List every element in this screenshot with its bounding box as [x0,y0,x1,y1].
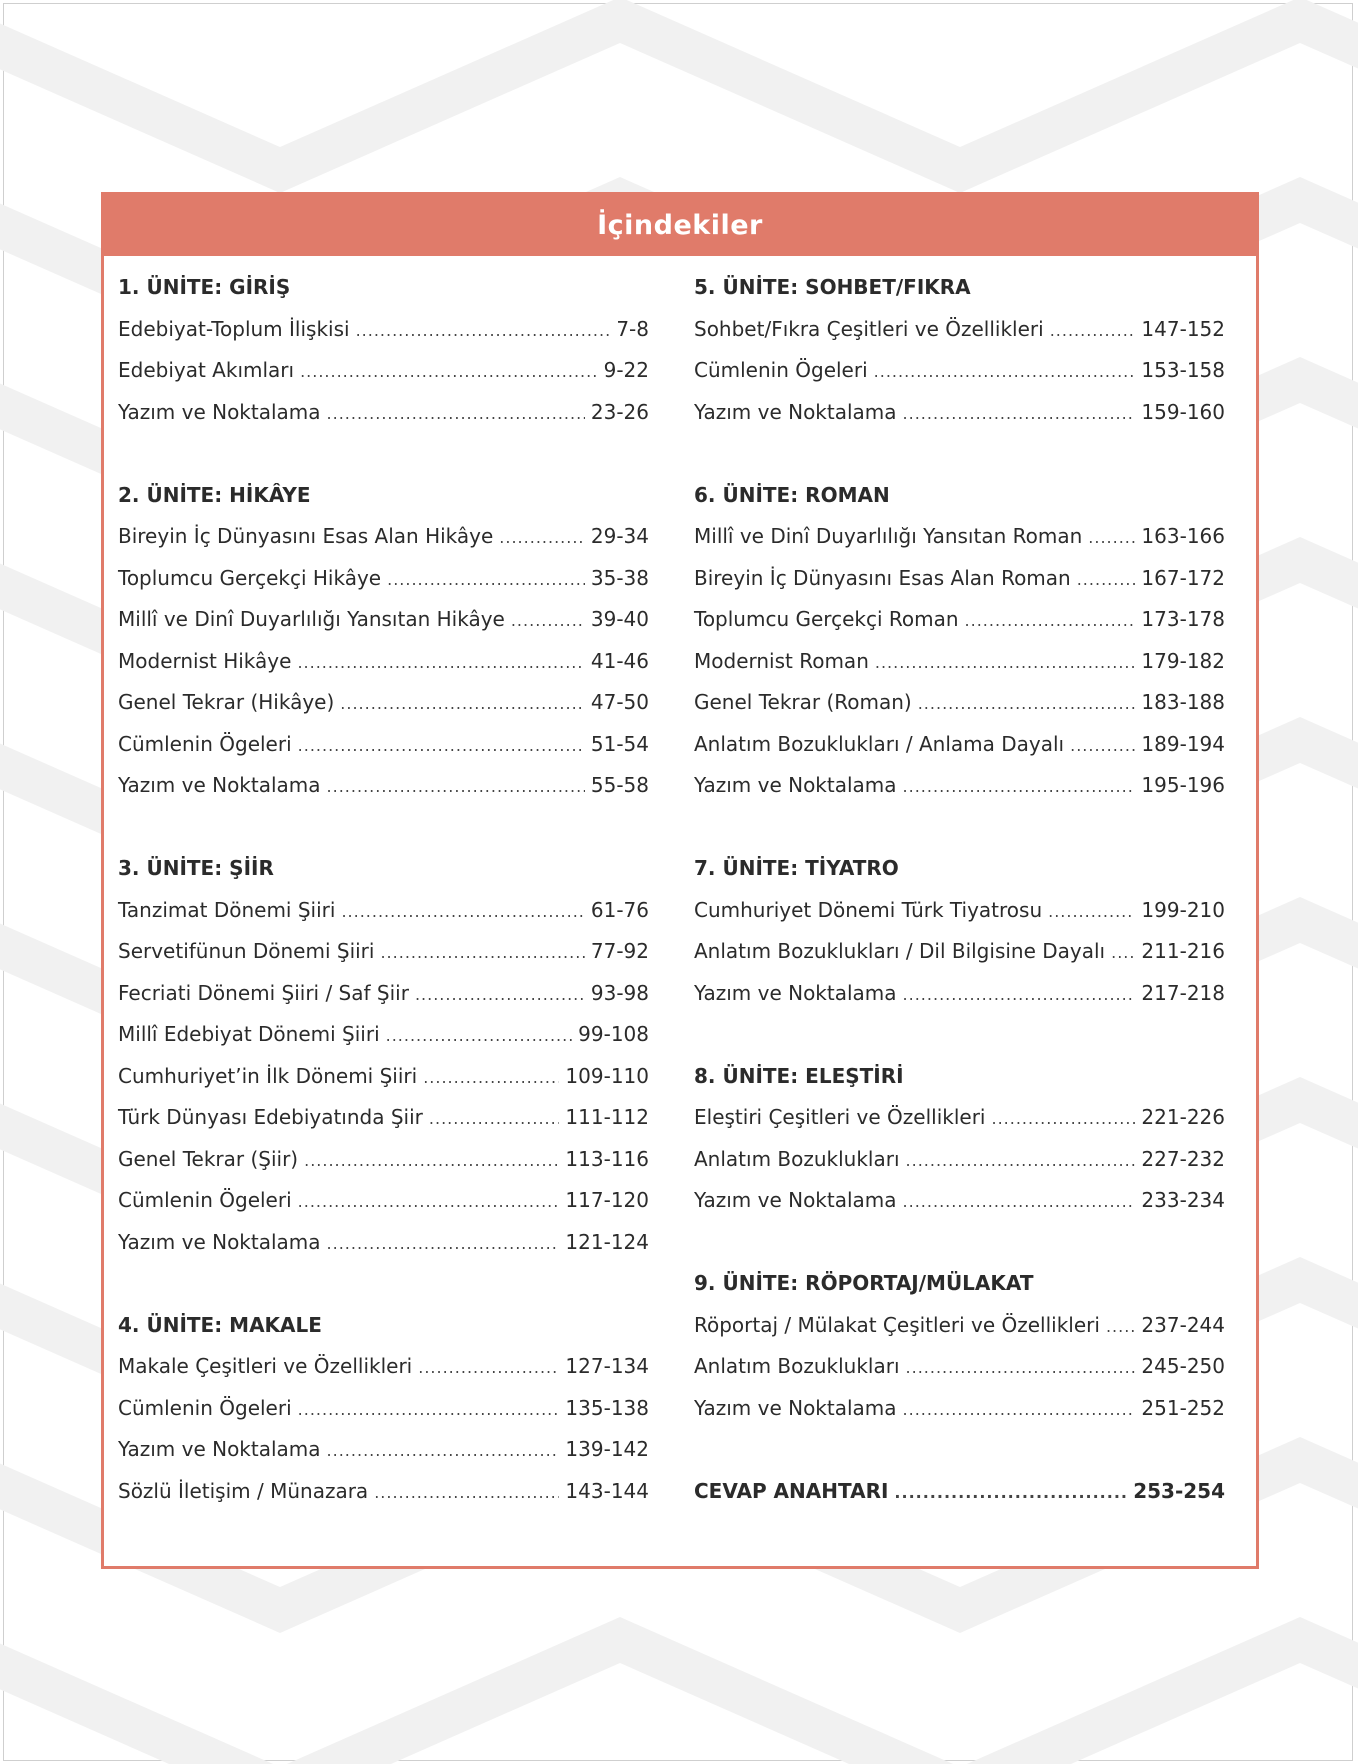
dot-leader [1070,736,1135,755]
toc-entry[interactable] [694,732,1225,762]
entry-page-range: 39-40 [590,607,649,631]
entry-page-range: 211-216 [1141,939,1225,963]
entry-title: Yazım ve Noktalama [694,1188,897,1212]
dot-leader [380,943,584,962]
answer-key-entry[interactable] [694,1479,1225,1509]
dot-leader [906,1151,1136,1170]
entry-page-range: 77-92 [590,939,649,963]
entry-title: Modernist Roman [694,648,869,673]
entry-title: Toplumcu Gerçekçi Roman [694,607,959,631]
toc-entry[interactable] [118,607,649,637]
entry-title: Edebiyat Akımları [118,358,295,382]
entry-title: Cumhuriyet Dönemi Türk Tiyatrosu [694,897,1043,922]
entry-page-range: 221-226 [1141,1105,1225,1129]
toc-entry[interactable] [118,358,649,388]
dot-leader [874,362,1136,381]
unit-heading: 4. ÜNİTE: MAKALE [118,1312,322,1337]
dot-leader [429,1109,560,1128]
toc-entry[interactable] [118,690,649,720]
toc-entry[interactable] [694,566,1225,596]
dot-leader [415,985,585,1004]
dot-leader [906,1358,1136,1377]
entry-title: Bireyin İç Dünyasını Esas Alan Hikâye [118,524,494,548]
dot-leader [423,1068,559,1087]
entry-title: Yazım ve Noktalama [694,773,897,797]
entry-page-range: 195-196 [1141,773,1225,797]
answer-key-page-range: 253-254 [1133,1478,1225,1503]
entry-page-range: 135-138 [565,1395,649,1420]
entry-page-range: 245-250 [1141,1354,1225,1378]
entry-page-range: 167-172 [1141,565,1225,590]
entry-page-range: 61-76 [590,897,649,922]
toc-entry[interactable] [694,773,1225,803]
toc-entry[interactable] [694,690,1225,720]
dot-leader [511,611,585,630]
dot-leader [1077,570,1136,589]
entry-title: Yazım ve Noktalama [694,980,897,1005]
dot-leader [875,653,1136,672]
dot-leader [418,1358,559,1377]
answer-key-title: CEVAP ANAHTARI [694,1478,889,1503]
entry-title: Yazım ve Noktalama [118,1437,321,1461]
entry-title: Millî ve Dinî Duyarlılığı Yansıtan Hikâye [118,607,505,631]
unit-heading: 8. ÜNİTE: ELEŞTİRİ [694,1063,904,1088]
toc-entry[interactable] [118,1064,649,1094]
entry-title: Modernist Hikâye [118,648,292,673]
entry-page-range: 159-160 [1141,399,1225,424]
entry-page-range: 7-8 [616,316,649,341]
toc-entry[interactable] [118,524,649,554]
dot-leader [918,694,1136,713]
dot-leader [327,777,585,796]
toc-title: İçindekiler [597,210,763,241]
entry-page-range: 127-134 [565,1354,649,1378]
entry-title: Servetifünun Dönemi Şiiri [118,939,375,963]
dot-leader [903,1400,1136,1419]
entry-page-range: 173-178 [1141,607,1225,631]
entry-page-range: 121-124 [565,1229,649,1254]
dot-leader [386,1026,573,1045]
entry-title: Cümlenin Ögeleri [118,1188,292,1212]
entry-title: Cumhuriyet’in İlk Dönemi Şiiri [118,1063,418,1088]
dot-leader [356,321,611,340]
entry-title: Genel Tekrar (Hikâye) [118,690,335,714]
dot-leader [1106,1317,1135,1336]
entry-title: Cümlenin Ögeleri [694,358,868,382]
dot-leader [298,736,585,755]
entry-page-range: 227-232 [1141,1146,1225,1171]
entry-page-range: 51-54 [590,731,649,756]
entry-title: Anlatım Bozuklukları / Anlama Dayalı [694,731,1065,756]
toc-entry[interactable] [694,898,1225,928]
entry-page-range: 217-218 [1141,980,1225,1005]
dot-leader [903,404,1136,423]
dot-leader [341,902,584,921]
entry-title: Röportaj / Mülakat Çeşitleri ve Özellikleri [694,1312,1100,1337]
toc-entry[interactable] [694,400,1225,430]
table-of-contents [101,192,1259,1569]
toc-header [104,195,1256,256]
toc-entry[interactable] [118,1479,649,1509]
toc-entry[interactable] [694,1396,1225,1426]
entry-title: Tanzimat Dönemi Şiiri [118,897,336,922]
entry-title: Yazım ve Noktalama [118,1229,321,1254]
entry-page-range: 147-152 [1141,316,1225,341]
toc-entry[interactable] [118,649,649,679]
entry-page-range: 199-210 [1141,897,1225,922]
entry-page-range: 179-182 [1141,648,1225,673]
toc-entry[interactable] [118,1396,649,1426]
toc-entry[interactable] [694,1354,1225,1384]
toc-entry[interactable] [118,1105,649,1135]
entry-title: Bireyin İç Dünyasını Esas Alan Roman [694,565,1071,590]
toc-entry[interactable] [118,939,649,969]
entry-page-range: 29-34 [590,524,649,548]
entry-title: Sözlü İletişim / Münazara [118,1478,369,1503]
entry-page-range: 139-142 [565,1437,649,1461]
entry-page-range: 183-188 [1141,690,1225,714]
entry-title: Yazım ve Noktalama [694,1395,897,1420]
toc-entry[interactable] [694,358,1225,388]
dot-leader [1088,528,1135,547]
entry-page-range: 153-158 [1141,358,1225,382]
entry-title: Genel Tekrar (Roman) [694,690,912,714]
entry-page-range: 23-26 [590,399,649,424]
toc-entry[interactable] [118,1022,649,1052]
dot-leader [499,528,585,547]
dot-leader [387,570,585,589]
toc-entry[interactable] [694,981,1225,1011]
dot-leader [340,694,585,713]
dot-leader [327,404,585,423]
toc-entry[interactable] [694,1105,1225,1135]
dot-leader [298,1400,560,1419]
entry-title: Toplumcu Gerçekçi Hikâye [118,565,382,590]
toc-entry[interactable] [118,566,649,596]
entry-page-range: 109-110 [565,1063,649,1088]
dot-leader [374,1483,559,1502]
entry-page-range: 41-46 [590,648,649,673]
entry-title: Anlatım Bozuklukları [694,1146,900,1171]
unit-heading: 5. ÜNİTE: SOHBET/FIKRA [694,275,971,299]
unit-heading: 2. ÜNİTE: HİKÂYE [118,482,311,507]
entry-title: Genel Tekrar (Şiir) [118,1146,299,1171]
entry-page-range: 163-166 [1141,524,1225,548]
dot-leader [991,1109,1135,1128]
entry-page-range: 143-144 [565,1478,649,1503]
dot-leader [965,611,1136,630]
toc-entry[interactable] [118,400,649,430]
entry-page-range: 99-108 [578,1022,649,1046]
unit-heading: 1. ÜNİTE: GİRİŞ [118,275,291,299]
toc-entry[interactable] [118,773,649,803]
toc-entry[interactable] [694,649,1225,679]
entry-page-range: 47-50 [590,690,649,714]
entry-title: Eleştiri Çeşitleri ve Özellikleri [694,1105,986,1129]
toc-entry[interactable] [118,1437,649,1467]
dot-leader [297,653,584,672]
entry-title: Cümlenin Ögeleri [118,1395,292,1420]
dot-leader [327,1234,560,1253]
toc-entry[interactable] [118,732,649,762]
dot-leader [903,777,1136,796]
toc-entry[interactable] [694,1147,1225,1177]
dot-leader [327,1441,560,1460]
toc-entry[interactable] [694,939,1225,969]
dot-leader [300,362,598,381]
dot-leader [298,1192,560,1211]
dot-leader [903,985,1136,1004]
entry-page-range: 251-252 [1141,1395,1225,1420]
dot-leader [1048,902,1135,921]
dot-leader [1111,943,1135,962]
entry-page-range: 93-98 [590,980,649,1005]
entry-title: Yazım ve Noktalama [118,773,321,797]
entry-title: Anlatım Bozuklukları [694,1354,900,1378]
entry-page-range: 111-112 [565,1105,649,1129]
unit-heading: 3. ÜNİTE: ŞİİR [118,856,274,880]
toc-entry[interactable] [118,1147,649,1177]
unit-heading: 7. ÜNİTE: TİYATRO [694,856,899,880]
entry-title: Türk Dünyası Edebiyatında Şiir [118,1105,423,1129]
entry-page-range: 189-194 [1141,731,1225,756]
dot-leader [894,1483,1127,1502]
dot-leader [1050,321,1136,340]
entry-title: Fecriati Dönemi Şiiri / Saf Şiir [118,980,409,1005]
toc-entry[interactable] [694,1313,1225,1343]
toc-entry[interactable] [118,1230,649,1260]
dot-leader [903,1192,1136,1211]
toc-entry[interactable] [118,981,649,1011]
toc-entry[interactable] [118,1354,649,1384]
entry-title: Millî ve Dinî Duyarlılığı Yansıtan Roman [694,524,1083,548]
entry-title: Makale Çeşitleri ve Özellikleri [118,1354,413,1378]
entry-page-range: 113-116 [565,1146,649,1171]
entry-title: Yazım ve Noktalama [694,399,897,424]
toc-entry[interactable] [694,317,1225,347]
entry-page-range: 35-38 [590,565,649,590]
toc-entry[interactable] [118,898,649,928]
entry-page-range: 55-58 [590,773,649,797]
dot-leader [304,1151,559,1170]
entry-title: Millî Edebiyat Dönemi Şiiri [118,1022,380,1046]
toc-entry[interactable] [118,1188,649,1218]
entry-page-range: 233-234 [1141,1188,1225,1212]
entry-page-range: 237-244 [1141,1312,1225,1337]
entry-title: Anlatım Bozuklukları / Dil Bilgisine Dayalı [694,939,1106,963]
entry-title: Sohbet/Fıkra Çeşitleri ve Özellikleri [694,316,1044,341]
unit-heading: 9. ÜNİTE: RÖPORTAJ/MÜLAKAT [694,1271,1034,1295]
unit-heading: 6. ÜNİTE: ROMAN [694,482,890,507]
entry-title: Yazım ve Noktalama [118,399,321,424]
toc-entry[interactable] [694,1188,1225,1218]
entry-page-range: 9-22 [603,358,649,382]
entry-page-range: 117-120 [565,1188,649,1212]
toc-entry[interactable] [118,317,649,347]
toc-entry[interactable] [694,607,1225,637]
entry-title: Edebiyat-Toplum İlişkisi [118,316,350,341]
toc-entry[interactable] [694,524,1225,554]
entry-title: Cümlenin Ögeleri [118,731,292,756]
